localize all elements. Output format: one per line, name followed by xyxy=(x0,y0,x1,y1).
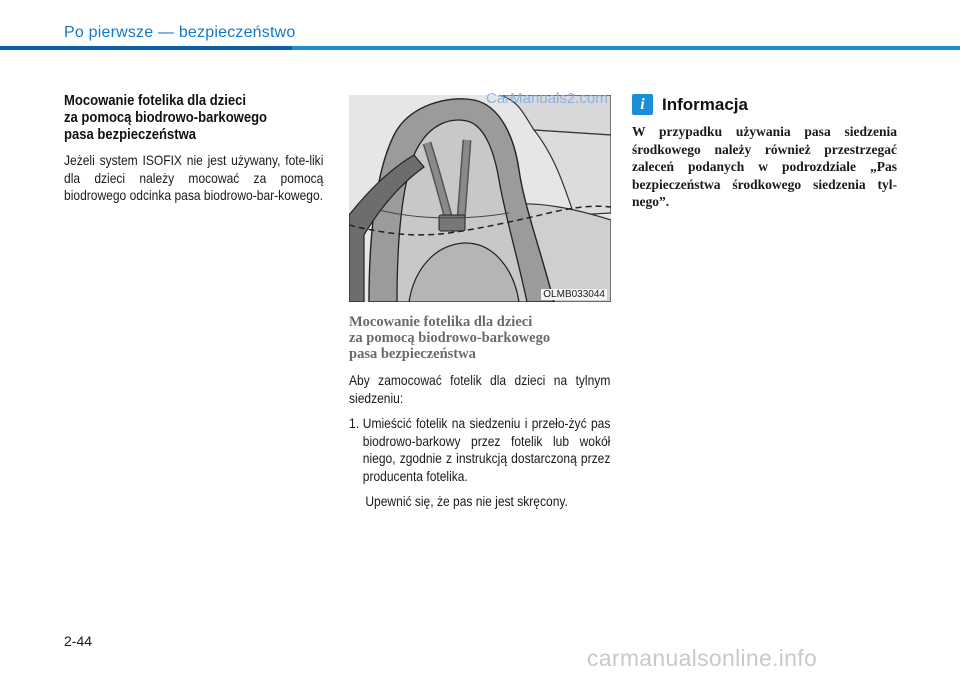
step-text: Umieścić fotelik na siedzeniu i przeło-żyć pas biodrowo-barkowy przez fotelik lub wokół niego, zgodnie z instrukcją dostarczoną przez producenta fotelika. xyxy=(362,415,611,484)
info-body: W przypadku używania pasa siedzenia środkowego należy również przestrzegać zaleceń podanych w podrozdziale „Pas bezpieczeństwa środkowego siedzenia tyl-nego”. xyxy=(632,124,897,209)
heading-line: za pomocą biodrowo-barkowego xyxy=(64,110,268,126)
info-header xyxy=(632,94,897,115)
list-item xyxy=(349,415,610,485)
info-box xyxy=(632,94,897,211)
child-seat-drawing xyxy=(349,95,611,302)
left-column xyxy=(64,93,324,205)
info-title: Informacja xyxy=(662,94,748,114)
heading-line: Mocowanie fotelika dla dzieci xyxy=(349,314,533,330)
section-heading xyxy=(64,93,324,144)
page-number: 2-44 xyxy=(64,633,93,649)
header-rule-accent xyxy=(0,46,292,50)
figure-caption-heading xyxy=(349,314,611,362)
step-note: Upewnić się, że pas nie jest skręcony. xyxy=(365,493,568,509)
step-number: 1. xyxy=(349,415,360,431)
heading-line: pasa bezpieczeństwa xyxy=(64,127,197,143)
heading-line: pasa bezpieczeństwa xyxy=(349,346,476,362)
watermark-text: CarManuals2.com xyxy=(486,90,608,107)
middle-column xyxy=(349,95,611,511)
step-list xyxy=(349,415,611,485)
figure-code: OLMB033044 xyxy=(543,289,605,300)
heading-line: za pomocą biodrowo-barkowego xyxy=(349,330,551,346)
heading-line: Mocowanie fotelika dla dzieci xyxy=(64,93,247,109)
footer-watermark: carmanualsonline.info xyxy=(587,645,818,671)
intro-text: Aby zamocować fotelik dla dzieci na tylnym siedzeniu: xyxy=(349,372,611,406)
child-seat-illustration xyxy=(349,95,611,302)
info-icon: i xyxy=(632,94,653,115)
section-body: Jeżeli system ISOFIX nie jest używany, fote-liki dla dzieci należy mocować za pomocą biodrowego odcinka pasa biodrowo-bar-kowego. xyxy=(64,152,324,203)
header-title: Po pierwsze — bezpieczeństwo xyxy=(64,24,296,41)
